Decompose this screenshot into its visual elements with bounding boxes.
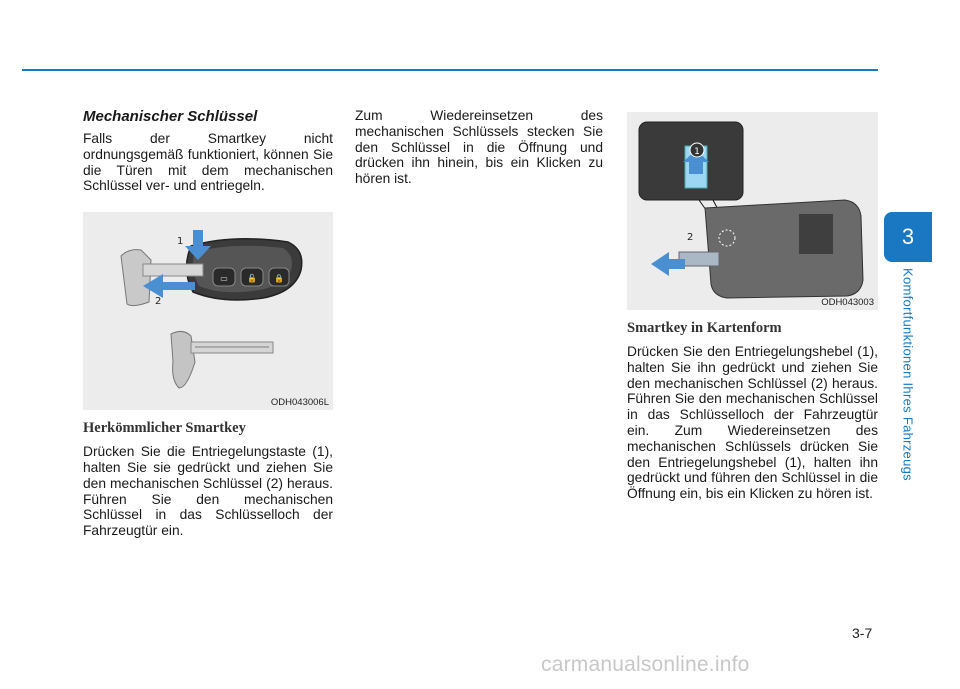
page-number: 3-7 [852, 625, 873, 641]
reinsert-instructions: Zum Wiedereinsetzen des mechanischen Schlüssels stecken Sie den Schlüssel in die Öffnung und drücken ihn hinein, bis ein Klicken zu hören ist. [355, 108, 603, 187]
chapter-tab [884, 212, 932, 262]
conventional-instructions: Drücken Sie die Entriegelungstaste (1), halten Sie sie gedrückt und ziehen Sie den mechanischen Schlüssel (2) heraus. Führen Sie den mechanischen Schlüssel in das Schlüsselloch der Fahrzeugtür ein. [83, 444, 333, 539]
header-rule [22, 69, 878, 71]
card-callout-2: 2 [687, 232, 694, 243]
section-heading: Mechanischer Schlüssel [83, 108, 258, 125]
figure-caption: ODH043006L [270, 397, 329, 409]
card-instructions: Drücken Sie den Entriegelungshebel (1), halten Sie ihn gedrückt und ziehen Sie den mechanischen Schlüssel (2) heraus. Führen Sie den mechanischen Schlüssel in das Schlüsselloch der Fahrzeugtür ein. Zum Wiedereinsetzen des mechanischen Schlüssels drücken Sie den Entriegelungshebel (1), halten ihn gedrückt und führen den Schlüssel in die Öffnung ein, bis ein Klicken zu hören ist. [627, 344, 878, 502]
middle-column [355, 108, 603, 187]
callout-2: 2 [155, 296, 162, 308]
subheading-conventional: Herkömmlicher Smartkey [83, 420, 246, 437]
figure-conventional-smartkey [83, 212, 333, 410]
smartkey-illustration [83, 212, 333, 410]
figure-card-smartkey [627, 112, 878, 310]
right-column [627, 112, 878, 502]
chapter-title: Komfortfunktionen Ihres Fahrzeugs [900, 268, 916, 481]
figure-caption-card: ODH043003 [821, 297, 874, 308]
card-callout-1: 1 [694, 147, 700, 157]
svg-text:▭: ▭ [220, 274, 228, 284]
chapter-number: 3 [901, 224, 915, 249]
svg-text:🔓: 🔓 [247, 274, 257, 284]
subheading-card: Smartkey in Kartenform [627, 320, 782, 336]
watermark: carmanualsonline.info [541, 653, 750, 676]
left-column [83, 108, 333, 539]
intro-paragraph: Falls der Smartkey nicht ordnungsgemäß funktioniert, können Sie die Türen mit dem mechanischen Schlüssel ver- und entriegeln. [83, 131, 333, 194]
svg-text:🔒: 🔒 [274, 274, 284, 284]
card-smartkey-illustration [627, 112, 878, 310]
callout-1: 1 [177, 236, 184, 248]
